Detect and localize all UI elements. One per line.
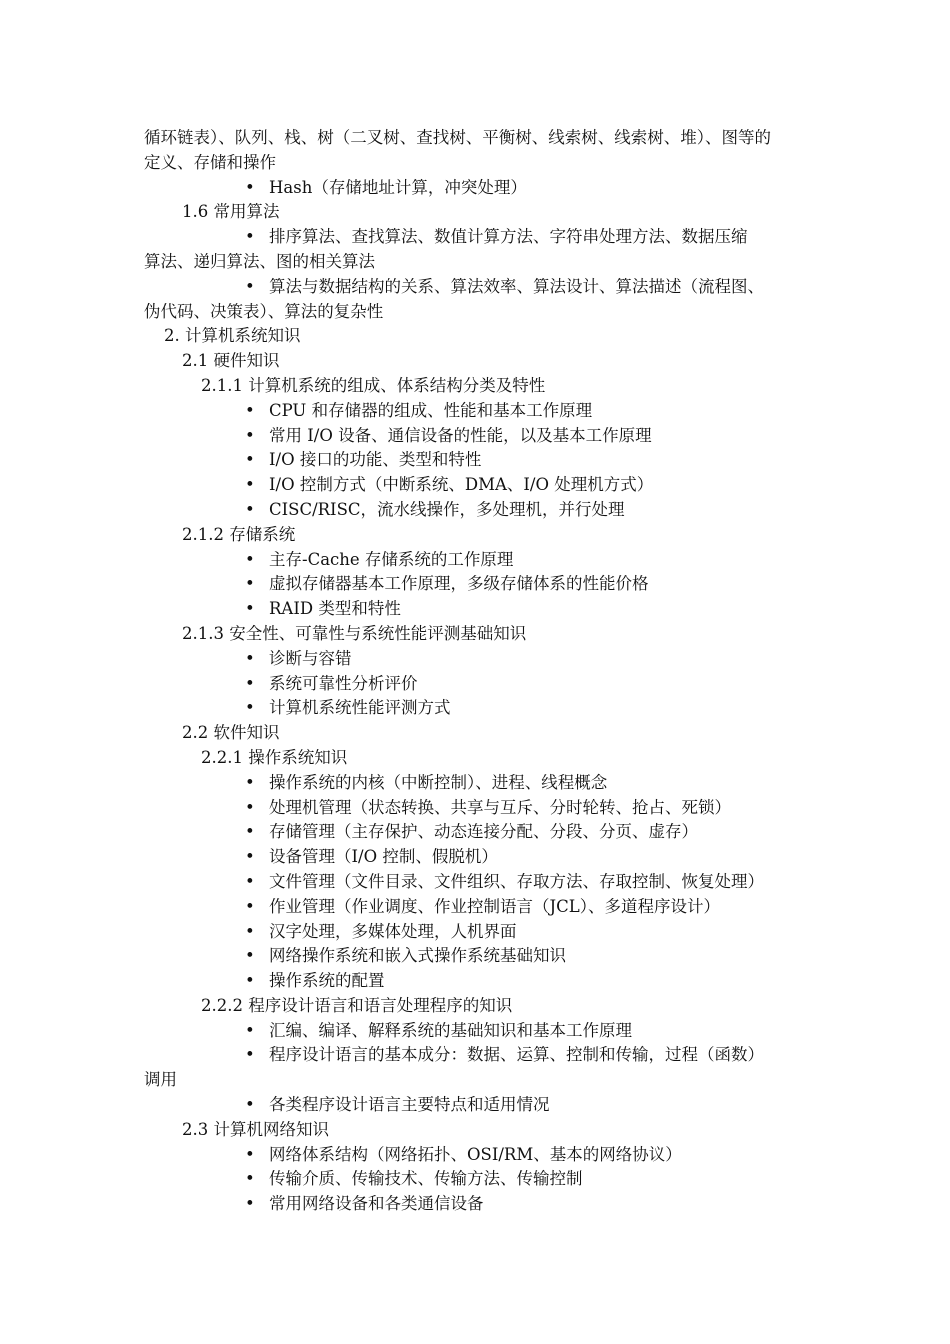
line-text: 2.2 软件知识: [182, 723, 280, 743]
bullet-item: [0, 473, 950, 498]
line-text: 汉字处理，多媒体处理，人机界面: [269, 921, 517, 941]
line-text: 调用: [144, 1070, 177, 1090]
line-text: 操作系统的内核（中断控制）、进程、线程概念: [269, 772, 608, 792]
bullet-icon: •: [245, 673, 255, 693]
bullet-icon: •: [245, 871, 255, 891]
line-text: 2.1.1 计算机系统的组成、体系结构分类及特性: [201, 375, 546, 395]
bullet-icon: •: [245, 425, 255, 445]
line-text: 文件管理（文件目录、文件组织、存取方法、存取控制、恢复处理）: [269, 871, 764, 891]
line-text: 操作系统的配置: [269, 971, 385, 991]
section-heading: [0, 324, 950, 349]
line-text: 2.2.2 程序设计语言和语言处理程序的知识: [201, 995, 513, 1015]
bullet-icon: •: [245, 1020, 255, 1040]
bullet-item: [0, 548, 950, 573]
bullet-item: [0, 225, 950, 250]
line-text: 1.6 常用算法: [182, 202, 280, 222]
bullet-icon: •: [245, 499, 255, 519]
line-text: 计算机系统性能评测方式: [269, 698, 451, 718]
bullet-item: [0, 820, 950, 845]
subsection-heading: [0, 200, 950, 225]
bullet-item: [0, 399, 950, 424]
bullet-icon: •: [245, 475, 255, 495]
bullet-item: [0, 424, 950, 449]
bullet-item: [0, 448, 950, 473]
bullet-icon: •: [245, 1095, 255, 1115]
bullet-icon: •: [245, 599, 255, 619]
line-text: 循环链表）、队列、栈、树（二叉树、查找树、平衡树、线索树、线索树、堆）、图等的: [144, 128, 771, 147]
text-line: [0, 250, 950, 275]
bullet-item: [0, 969, 950, 994]
bullet-item: [0, 597, 950, 622]
bullet-item: [0, 1143, 950, 1168]
line-text: 常用网络设备和各类通信设备: [269, 1194, 484, 1214]
bullet-item: [0, 647, 950, 672]
bullet-icon: •: [245, 177, 255, 197]
subsection-heading: [0, 349, 950, 374]
subsubsection-heading: [0, 374, 950, 399]
bullet-item: [0, 796, 950, 821]
line-text: I/O 接口的功能、类型和特性: [269, 450, 482, 470]
line-text: 设备管理（I/O 控制、假脱机）: [269, 847, 498, 867]
subsection-heading: [0, 1118, 950, 1143]
bullet-icon: •: [245, 1045, 255, 1065]
line-text: 诊断与容错: [269, 648, 352, 668]
line-text: 常用 I/O 设备、通信设备的性能，以及基本工作原理: [269, 425, 652, 445]
bullet-icon: •: [245, 896, 255, 916]
bullet-item: [0, 920, 950, 945]
bullet-item: [0, 771, 950, 796]
line-text: 汇编、编译、解释系统的基础知识和基本工作原理: [269, 1020, 632, 1040]
bullet-icon: •: [245, 1194, 255, 1214]
bullet-item: [0, 176, 950, 201]
bullet-item: [0, 1167, 950, 1192]
line-text: CISC/RISC，流水线操作，多处理机，并行处理: [269, 499, 625, 519]
bullet-icon: •: [245, 772, 255, 792]
line-text: 作业管理（作业调度、作业控制语言（JCL）、多道程序设计）: [269, 896, 720, 916]
text-line: [0, 151, 950, 176]
line-text: 排序算法、查找算法、数值计算方法、字符串处理方法、数据压缩: [269, 227, 748, 247]
bullet-item: [0, 870, 950, 895]
bullet-item: [0, 1043, 950, 1068]
line-text: 算法、递归算法、图的相关算法: [144, 251, 375, 271]
bullet-icon: •: [245, 450, 255, 470]
bullet-item: [0, 1192, 950, 1217]
line-text: 2.1.2 存储系统: [182, 524, 296, 544]
bullet-item: [0, 498, 950, 523]
line-text: Hash（存储地址计算，冲突处理）: [269, 177, 527, 197]
bullet-icon: •: [245, 648, 255, 668]
bullet-icon: •: [245, 1169, 255, 1189]
bullet-icon: •: [245, 946, 255, 966]
bullet-item: [0, 672, 950, 697]
line-text: 程序设计语言的基本成分：数据、运算、控制和传输，过程（函数）: [269, 1045, 764, 1065]
line-text: 定义、存储和操作: [144, 152, 276, 172]
bullet-item: [0, 1093, 950, 1118]
bullet-icon: •: [245, 400, 255, 420]
line-text: 2.2.1 操作系统知识: [201, 747, 348, 767]
text-line: [0, 1068, 950, 1093]
subsection-heading: [0, 721, 950, 746]
line-text: 2.1.3 安全性、可靠性与系统性能评测基础知识: [182, 623, 527, 643]
subsection-heading: [0, 523, 950, 548]
bullet-icon: •: [245, 971, 255, 991]
bullet-item: [0, 895, 950, 920]
bullet-item: [0, 572, 950, 597]
bullet-icon: •: [245, 549, 255, 569]
subsubsection-heading: [0, 746, 950, 771]
bullet-item: [0, 845, 950, 870]
subsection-heading: [0, 622, 950, 647]
text-line: [0, 126, 950, 151]
bullet-icon: •: [245, 1144, 255, 1164]
bullet-icon: •: [245, 227, 255, 247]
line-text: 2.3 计算机网络知识: [182, 1119, 329, 1139]
document-page: [0, 126, 950, 1217]
text-line: [0, 300, 950, 325]
line-text: 网络体系结构（网络拓扑、OSI/RM、基本的网络协议）: [269, 1144, 682, 1164]
line-text: 传输介质、传输技术、传输方法、传输控制: [269, 1169, 583, 1189]
line-text: 处理机管理（状态转换、共享与互斥、分时轮转、抢占、死锁）: [269, 797, 731, 817]
line-text: CPU 和存储器的组成、性能和基本工作原理: [269, 400, 593, 420]
bullet-item: [0, 275, 950, 300]
bullet-icon: •: [245, 847, 255, 867]
line-text: I/O 控制方式（中断系统、DMA、I/O 处理机方式）: [269, 475, 654, 495]
subsubsection-heading: [0, 994, 950, 1019]
line-text: 算法与数据结构的关系、算法效率、算法设计、算法描述（流程图、: [269, 276, 764, 296]
bullet-icon: •: [245, 574, 255, 594]
bullet-icon: •: [245, 822, 255, 842]
line-text: 主存-Cache 存储系统的工作原理: [269, 549, 514, 569]
bullet-item: [0, 696, 950, 721]
line-text: RAID 类型和特性: [269, 599, 401, 619]
line-text: 伪代码、决策表）、算法的复杂性: [144, 301, 384, 321]
bullet-icon: •: [245, 797, 255, 817]
bullet-icon: •: [245, 276, 255, 296]
line-text: 2.1 硬件知识: [182, 351, 280, 371]
line-text: 虚拟存储器基本工作原理，多级存储体系的性能价格: [269, 574, 649, 594]
line-text: 网络操作系统和嵌入式操作系统基础知识: [269, 946, 566, 966]
bullet-item: [0, 944, 950, 969]
bullet-item: [0, 1019, 950, 1044]
line-text: 各类程序设计语言主要特点和适用情况: [269, 1095, 550, 1115]
line-text: 存储管理（主存保护、动态连接分配、分段、分页、虚存）: [269, 822, 698, 842]
bullet-icon: •: [245, 698, 255, 718]
bullet-icon: •: [245, 921, 255, 941]
line-text: 2. 计算机系统知识: [164, 326, 301, 346]
line-text: 系统可靠性分析评价: [269, 673, 418, 693]
